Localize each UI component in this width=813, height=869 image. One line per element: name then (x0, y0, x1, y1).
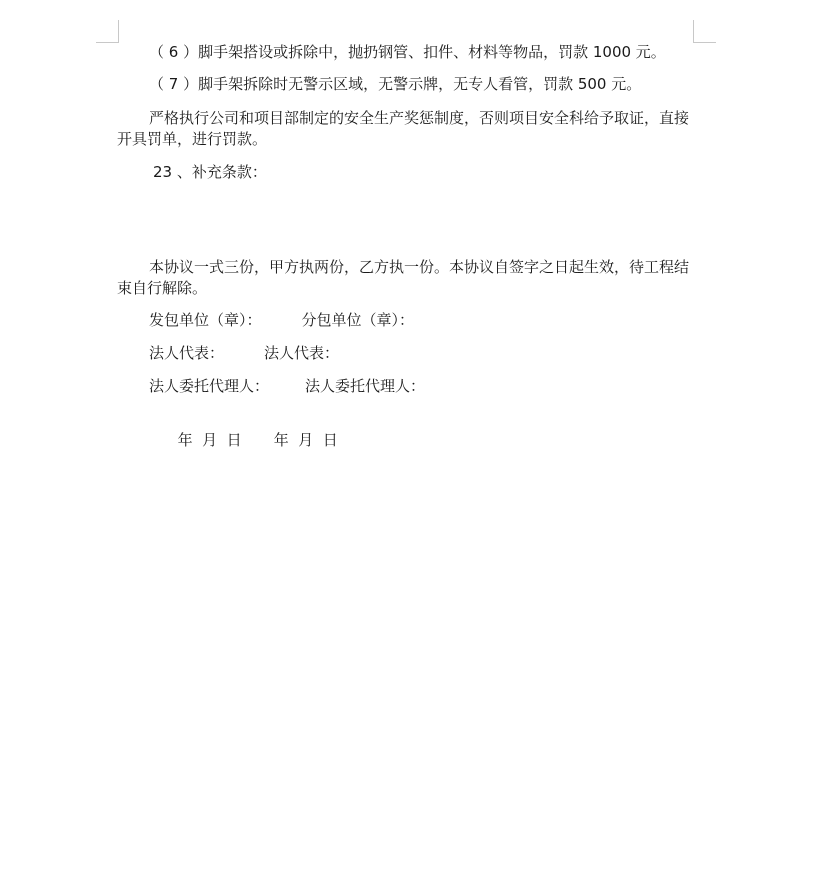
agreement-paragraph: 本协议一式三份，甲方执两份，乙方执一份。本协议自签字之日起生效，待工程结束自行解除。 (117, 258, 690, 297)
enforcement-paragraph: 严格执行公司和项目部制定的安全生产奖惩制度，否则项目安全科给予取证，直接开具罚单，进行罚款。 (117, 109, 690, 148)
legal-rep-left-label: 法人代表： (149, 344, 225, 362)
date-right-label: 年 月 日 (273, 431, 338, 449)
contractor-unit-label: 发包单位（章）： (149, 311, 262, 329)
signature-agent-row (149, 376, 425, 397)
penalty-item-6: （ 6 ）脚手架搭设或拆除中，抛扔钢管、扣件、材料等物品，罚款 1000 元。 (149, 43, 666, 61)
subcontractor-unit-label: 分包单位（章）： (301, 311, 415, 329)
penalty-item-7: （ 7 ）脚手架拆除时无警示区域，无警示牌，无专人看管，罚款 500 元。 (149, 75, 642, 93)
signature-legal-rep-row (149, 343, 339, 364)
date-left-label: 年 月 日 (177, 431, 242, 449)
supplementary-heading: 23 、补充条款： (153, 163, 267, 181)
agent-left-label: 法人委托代理人： (149, 377, 270, 395)
signature-unit-row (149, 310, 414, 331)
margin-marker-top-right (693, 20, 716, 43)
agent-right-label: 法人委托代理人： (305, 377, 426, 395)
legal-rep-right-label: 法人代表： (264, 344, 340, 362)
margin-marker-top-left (96, 20, 119, 43)
signature-date-row (149, 409, 338, 472)
